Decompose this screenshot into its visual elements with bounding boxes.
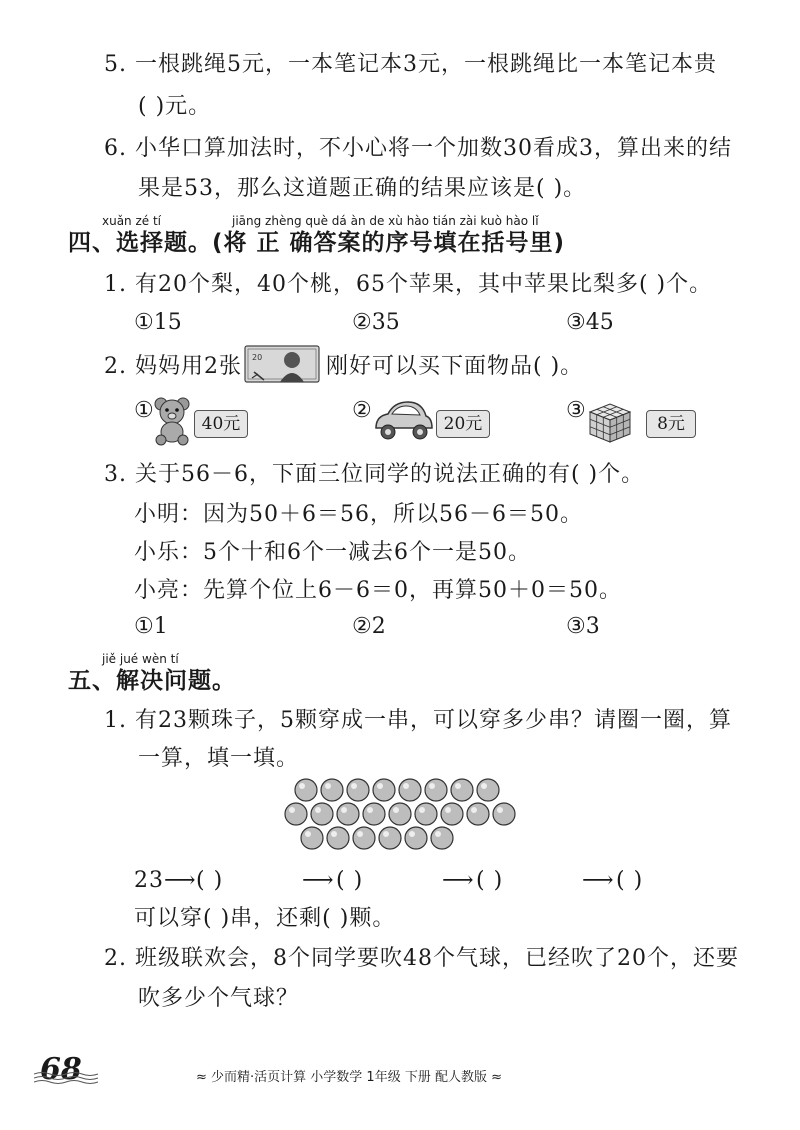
bead (399, 779, 421, 801)
s4-q3-text: 3. 关于56－6，下面三位同学的说法正确的有( )个。 (104, 462, 645, 487)
s5-q1-line1: 1. 有23颗珠子，5颗穿成一串，可以穿多少串？请圈一圈，算 (104, 708, 732, 733)
chain-blank-4: ( ) (616, 868, 644, 893)
s5-q1-line2: 一算，填一填。 (138, 746, 300, 771)
bead-highlight (383, 831, 389, 837)
bead-highlight (445, 807, 451, 813)
bead-highlight (471, 807, 477, 813)
s4-q1-text: 1. 有20个梨，40个桃，65个苹果，其中苹果比梨多( )个。 (104, 272, 713, 297)
bead-highlight (289, 807, 295, 813)
bead (441, 803, 463, 825)
bead-highlight (497, 807, 503, 813)
bead-highlight (455, 783, 461, 789)
bead (373, 779, 395, 801)
bead (493, 803, 515, 825)
s4-q2-text-a: 2. 妈妈用2张 (104, 354, 242, 379)
page-number-waves (34, 1070, 104, 1084)
rubik-cube-icon (586, 400, 634, 444)
s5-q2-line2: 吹多少个气球？ (138, 986, 300, 1011)
bear-toy-icon (152, 396, 192, 446)
chain-blank-3: ( ) (476, 868, 504, 893)
s5-q2-line1: 2. 班级联欢会，8个同学要吹48个气球，已经吹了20个，还要 (104, 946, 739, 971)
cube-price: 8元 (646, 410, 696, 438)
bead (389, 803, 411, 825)
bead (321, 779, 343, 801)
bead (477, 779, 499, 801)
bead-highlight (403, 783, 409, 789)
s4-q2-option-3-marker: ③ (566, 398, 586, 423)
chain-blank-1: ( ) (196, 868, 224, 893)
section4-pinyin-b: jiāng zhèng què dá àn de xù hào tián zài kuò hào lǐ (232, 214, 539, 228)
bead (451, 779, 473, 801)
bead-highlight (393, 807, 399, 813)
chain-start: 23 (134, 868, 164, 893)
s4-q1-option-1: ①15 (134, 310, 182, 335)
s4-q2-option-1-marker: ① (134, 398, 154, 423)
banknote-image (244, 344, 320, 384)
s5-q1-answer-line: 可以穿( )串，还剩( )颗。 (134, 906, 396, 931)
s4-q1-option-2: ②35 (352, 310, 400, 335)
s4-q2-text-b: 刚好可以买下面物品( )。 (326, 354, 584, 379)
bead-highlight (409, 831, 415, 837)
bead-highlight (325, 783, 331, 789)
section5-pinyin: jiě jué wèn tí (102, 652, 179, 666)
section4-pinyin-a: xuǎn zé tí (102, 214, 162, 228)
chain-arrow-2: ⟶ (302, 868, 335, 893)
bead (301, 827, 323, 849)
s4-q3-xiaoming: 小明：因为50＋6＝56，所以56－6＝50。 (134, 502, 583, 527)
bead-highlight (331, 831, 337, 837)
bead-highlight (419, 807, 425, 813)
q6-line1: 6. 小华口算加法时，不小心将一个加数30看成3，算出来的结 (104, 136, 732, 161)
section4-title: 四、选择题。(将 正 确答案的序号填在括号里) (68, 230, 566, 256)
bead-highlight (429, 783, 435, 789)
bead-highlight (341, 807, 347, 813)
section5-title: 五、解决问题。 (68, 668, 236, 694)
toy-car-icon (372, 398, 434, 442)
q5-line1: 5. 一根跳绳5元，一本笔记本3元，一根跳绳比一本笔记本贵 (104, 52, 717, 77)
bead-highlight (367, 807, 373, 813)
bear-price: 40元 (194, 410, 248, 438)
bead (347, 779, 369, 801)
beads-group (276, 776, 526, 856)
bead-highlight (357, 831, 363, 837)
bead (415, 803, 437, 825)
s4-q3-xiaoliang: 小亮：先算个位上6－6＝0，再算50＋0＝50。 (134, 578, 622, 603)
chain-arrow-3: ⟶ (442, 868, 475, 893)
s4-q3-xiaole: 小乐：5个十和6个一减去6个一是50。 (134, 540, 531, 565)
bead-highlight (435, 831, 441, 837)
bead (285, 803, 307, 825)
bead (337, 803, 359, 825)
s4-q2-option-2-marker: ② (352, 398, 372, 423)
bead (425, 779, 447, 801)
s4-q3-option-2: ②2 (352, 614, 386, 639)
s4-q3-option-3: ③3 (566, 614, 600, 639)
q5-line2: ( )元。 (138, 94, 212, 119)
bead (431, 827, 453, 849)
banknote-value: 20 (252, 353, 263, 362)
bead (467, 803, 489, 825)
s4-q1-option-3: ③45 (566, 310, 614, 335)
bead-highlight (315, 807, 321, 813)
chain-arrow-4: ⟶ (582, 868, 615, 893)
bead (353, 827, 375, 849)
s4-q3-option-1: ①1 (134, 614, 168, 639)
bead-highlight (305, 831, 311, 837)
bead (311, 803, 333, 825)
bead (379, 827, 401, 849)
bead-highlight (351, 783, 357, 789)
bead-highlight (299, 783, 305, 789)
page-number: 68 (40, 1052, 82, 1087)
bead (295, 779, 317, 801)
bead (327, 827, 349, 849)
q6-line2: 果是53，那么这道题正确的结果应该是( )。 (138, 176, 587, 201)
bead (363, 803, 385, 825)
footer-text: ≈ 少而精·活页计算 小学数学 1年级 下册 配人教版 ≈ (196, 1070, 502, 1085)
chain-arrow-1: ⟶ (164, 868, 197, 893)
car-price: 20元 (436, 410, 490, 438)
bead (405, 827, 427, 849)
chain-blank-2: ( ) (336, 868, 364, 893)
bead-highlight (481, 783, 487, 789)
bead-highlight (377, 783, 383, 789)
